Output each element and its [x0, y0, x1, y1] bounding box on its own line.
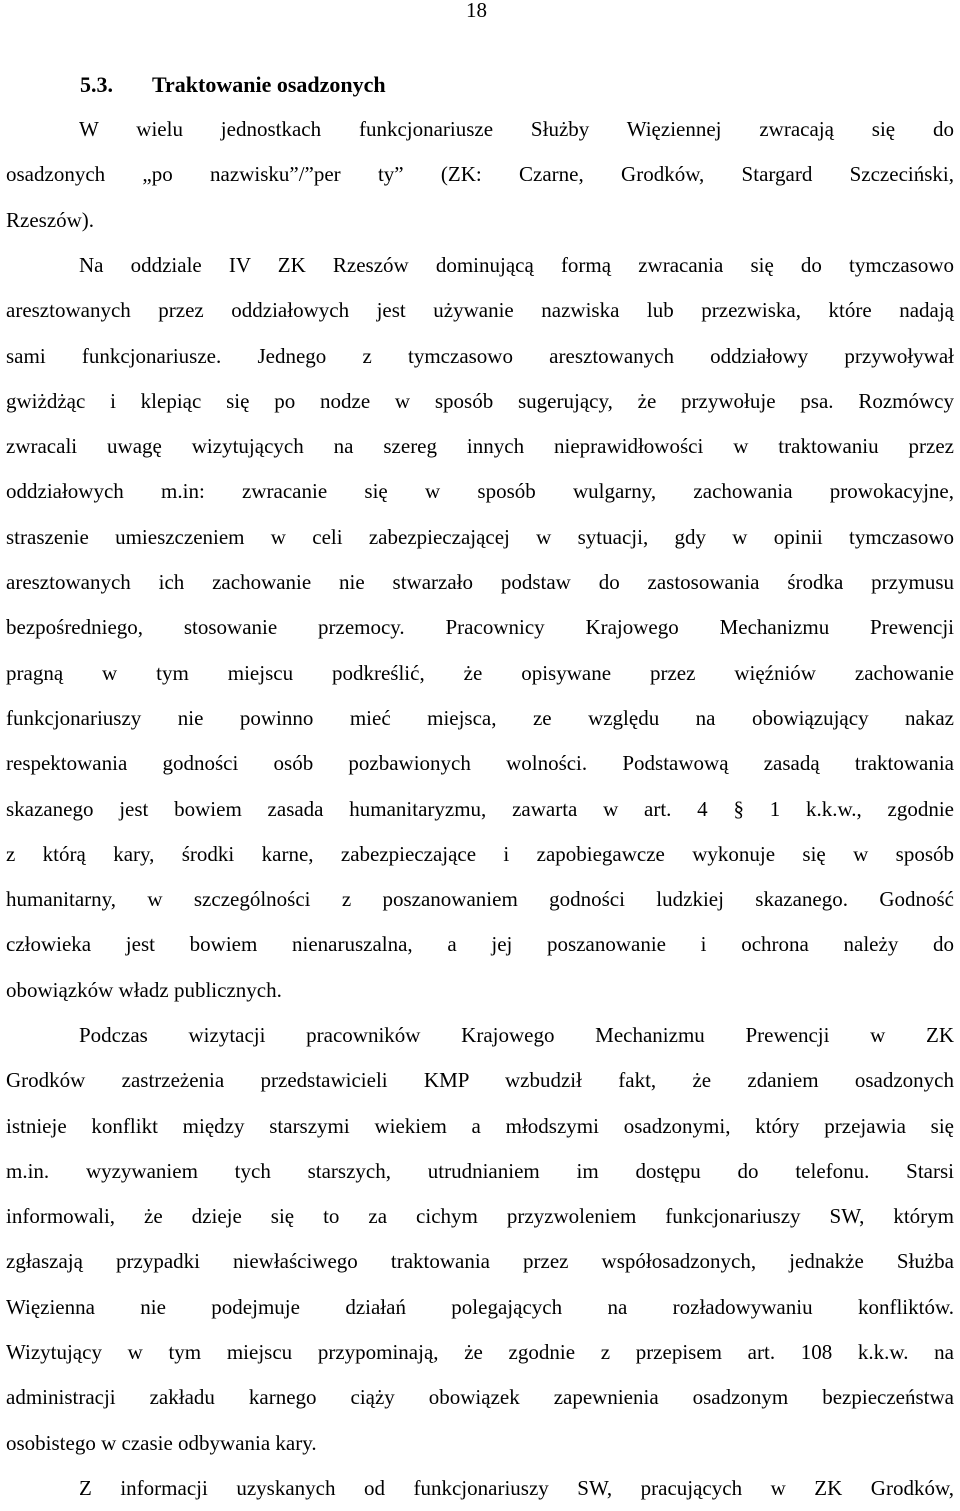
text-line: Grodków zastrzeżenia przedstawicieli KMP wzbudził fakt, że zdaniem osadzonych [6, 1068, 954, 1093]
text-line: W wielu jednostkach funkcjonariusze Służby Więziennej zwracają się do [79, 117, 954, 141]
text-line: zwracali uwagę wizytujących na szereg innych nieprawidłowości w traktowaniu przez [6, 434, 954, 459]
text-line: humanitarny, w szczególności z poszanowaniem godności ludzkiej skazanego. Godność [6, 887, 954, 912]
section-title: Traktowanie osadzonych [152, 72, 386, 97]
text-line: osadzonych „po nazwisku”/”per ty” (ZK: Czarne, Grodków, Stargard Szczeciński, [6, 162, 954, 187]
text-line: Rzeszów). [6, 207, 95, 232]
text-line: Z informacji uzyskanych od funkcjonariuszy SW, pracujących w ZK Grodków, [79, 1476, 954, 1500]
text-line: obowiązków władz publicznych. [6, 977, 282, 1002]
paragraph-4 [6, 1466, 954, 1511]
text-line: Więzienna nie podejmuje działań polegających na rozładowywaniu konfliktów. [6, 1294, 954, 1319]
text-line: Wizytujący w tym miejscu przypominają, że zgodnie z przepisem art. 108 k.k.w. na [6, 1340, 954, 1365]
text-line: osobistego w czasie odbywania kary. [6, 1430, 317, 1455]
text-line: Na oddziale IV ZK Rzeszów dominującą formą zwracania się do tymczasowo [79, 253, 954, 277]
text-line: oddziałowych m.in: zwracanie się w sposób wulgarny, zachowania prowokacyjne, [6, 479, 954, 504]
text-line: gwiżdżąc i klepiąc się po nodze w sposób sugerujący, że przywołuje psa. Rozmówcy [6, 388, 954, 413]
text-line: skazanego jest bowiem zasada humanitaryzmu, zawarta w art. 4 § 1 k.k.w., zgodnie [6, 796, 954, 821]
text-line: funkcjonariuszy nie powinno mieć miejsca, ze względu na obowiązujący nakaz [6, 705, 954, 730]
paragraph-3 [6, 1013, 954, 1466]
section-heading [80, 70, 386, 100]
text-line: respektowania godności osób pozbawionych wolności. Podstawową zasadą traktowania [6, 751, 954, 776]
text-line: administracji zakładu karnego ciąży obowiązek zapewnienia osadzonym bezpieczeństwa [6, 1385, 954, 1410]
text-line: człowieka jest bowiem nienaruszalna, a jej poszanowanie i ochrona należy do [6, 932, 954, 957]
page-number: 18 [466, 0, 487, 22]
section-number: 5.3. [80, 72, 113, 97]
text-line: straszenie umieszczeniem w celi zabezpieczającej w sytuacji, gdy w opinii tymczasowo [6, 524, 954, 549]
text-line: aresztowanych ich zachowanie nie stwarzało podstaw do zastosowania środka przymusu [6, 570, 954, 595]
text-line: istnieje konflikt między starszymi wiekiem a młodszymi osadzonymi, który przejawia się [6, 1113, 954, 1138]
text-line: m.in. wyzywaniem tych starszych, utrudnianiem im dostępu do telefonu. Starsi [6, 1158, 954, 1183]
text-line: zgłaszają przypadki niewłaściwego traktowania przez współosadzonych, jednakże Służba [6, 1249, 954, 1274]
text-line: Podczas wizytacji pracowników Krajowego Mechanizmu Prewencji w ZK [79, 1023, 954, 1047]
text-line: pragną w tym miejscu podkreślić, że opisywane przez więźniów zachowanie [6, 660, 954, 685]
text-line: sami funkcjonariusze. Jednego z tymczasowo aresztowanych oddziałowy przywoływał [6, 343, 954, 368]
text-line: z którą kary, środki karne, zabezpieczające i zapobiegawcze wykonuje się w sposób [6, 841, 954, 866]
paragraph-1 [6, 107, 954, 243]
paragraph-2 [6, 243, 954, 1013]
text-line: informowali, że dzieje się to za cichym przyzwoleniem funkcjonariuszy SW, którym [6, 1204, 954, 1229]
text-line: bezpośredniego, stosowanie przemocy. Pracownicy Krajowego Mechanizmu Prewencji [6, 615, 954, 640]
text-line: aresztowanych przez oddziałowych jest używanie nazwiska lub przezwiska, które nadają [6, 298, 954, 323]
